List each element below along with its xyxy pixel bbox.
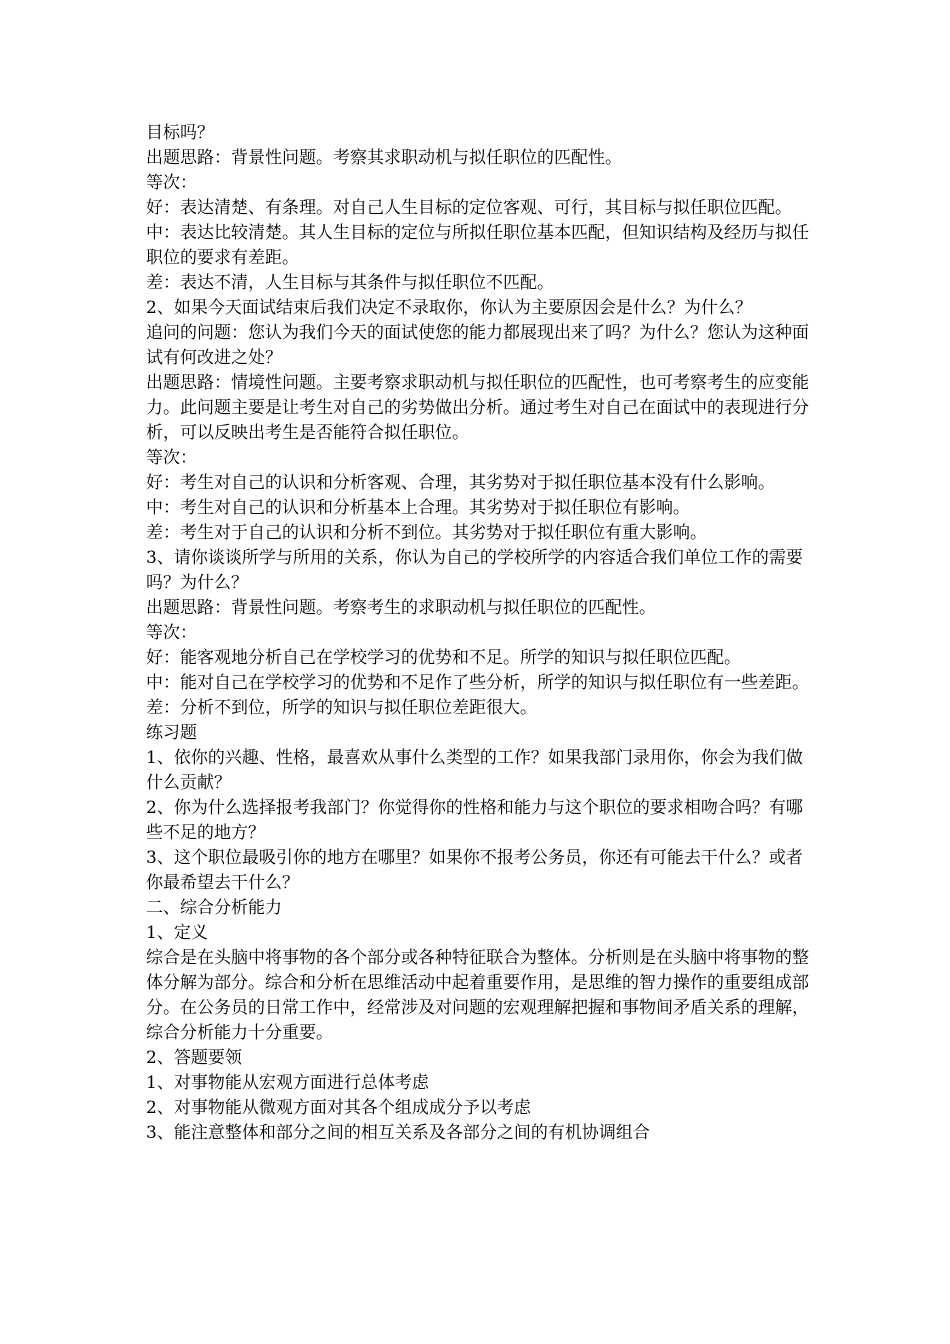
paragraph: 中：能对自己在学校学习的优势和不足作了些分析，所学的知识与拟任职位有一些差距。 (146, 673, 809, 693)
paragraph: 等次： (146, 623, 197, 643)
section-heading: 练习题 (146, 723, 197, 743)
paragraph: 目标吗？ (146, 123, 214, 143)
paragraph: 3、请你谈谈所学与所用的关系，你认为自己的学校所学的内容适合我们单位工作的需要吗？为什么？ (146, 548, 803, 593)
paragraph: 差：表达不清，人生目标与其条件与拟任职位不匹配。 (146, 273, 554, 293)
paragraph: 好：表达清楚、有条理。对自己人生目标的定位客观、可行，其目标与拟任职位匹配。 (146, 198, 792, 218)
subsection-heading: 1、定义 (146, 923, 208, 943)
section-heading: 二、综合分析能力 (146, 898, 282, 918)
paragraph: 等次： (146, 173, 197, 193)
paragraph: 追问的问题：您认为我们今天的面试使您的能力都展现出来了吗？为什么？您认为这种面试有何改进之处？ (146, 323, 809, 368)
list-item: 3、能注意整体和部分之间的相互关系及各部分之间的有机协调组合 (146, 1123, 650, 1143)
document-body (146, 121, 816, 1146)
list-item: 2、对事物能从微观方面对其各个组成成分予以考虑 (146, 1098, 531, 1118)
paragraph: 中：表达比较清楚。其人生目标的定位与所拟任职位基本匹配，但知识结构及经历与拟任职位的要求有差距。 (146, 223, 809, 268)
paragraph: 出题思路：背景性问题。考察其求职动机与拟任职位的匹配性。 (146, 148, 622, 168)
paragraph: 2、如果今天面试结束后我们决定不录取你，你认为主要原因会是什么？为什么？ (146, 298, 752, 318)
list-item: 1、对事物能从宏观方面进行总体考虑 (146, 1073, 429, 1093)
paragraph: 差：分析不到位，所学的知识与拟任职位差距很大。 (146, 698, 537, 718)
subsection-heading: 2、答题要领 (146, 1048, 242, 1068)
paragraph: 中：考生对自己的认识和分析基本上合理。其劣势对于拟任职位有影响。 (146, 498, 690, 518)
paragraph: 1、依你的兴趣、性格，最喜欢从事什么类型的工作？如果我部门录用你，你会为我们做什么贡献？ (146, 748, 803, 793)
paragraph: 2、你为什么选择报考我部门？你觉得你的性格和能力与这个职位的要求相吻合吗？有哪些不足的地方？ (146, 798, 803, 843)
paragraph: 等次： (146, 448, 197, 468)
paragraph: 差：考生对于自己的认识和分析不到位。其劣势对于拟任职位有重大影响。 (146, 523, 707, 543)
paragraph: 好：考生对自己的认识和分析客观、合理，其劣势对于拟任职位基本没有什么影响。 (146, 473, 775, 493)
paragraph: 3、这个职位最吸引你的地方在哪里？如果你不报考公务员，你还有可能去干什么？或者你最希望去干什么？ (146, 848, 803, 893)
paragraph: 好：能客观地分析自己在学校学习的优势和不足。所学的知识与拟任职位匹配。 (146, 648, 741, 668)
paragraph: 出题思路：情境性问题。主要考察求职动机与拟任职位的匹配性，也可考察考生的应变能力。此问题主要是让考生对自己的劣势做出分析。通过考生对自己在面试中的表现进行分析，可以反映出考生是否能符合拟任职位。 (146, 373, 809, 443)
paragraph: 综合是在头脑中将事物的各个部分或各种特征联合为整体。分析则是在头脑中将事物的整体分解为部分。综合和分析在思维活动中起着重要作用，是思维的智力操作的重要组成部分。在公务员的日常工作中，经常涉及对问题的宏观理解把握和事物间矛盾关系的理解，综合分析能力十分重要。 (146, 948, 809, 1043)
paragraph: 出题思路：背景性问题。考察考生的求职动机与拟任职位的匹配性。 (146, 598, 656, 618)
